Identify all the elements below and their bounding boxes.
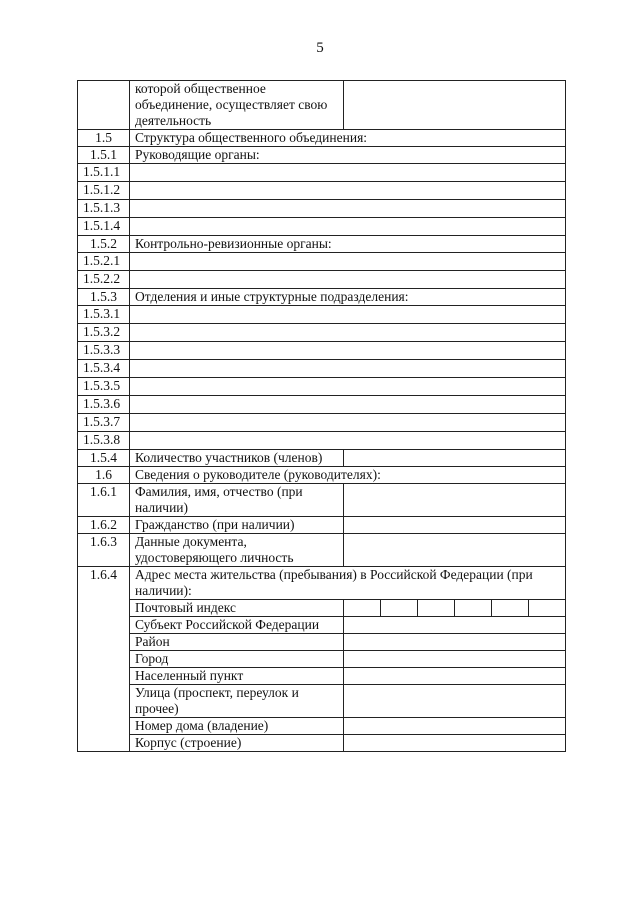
value-activity-territory[interactable]	[344, 81, 566, 130]
label-leader-info: Сведения о руководителе (руководителях):	[130, 467, 566, 484]
number-1-5-3-2: 1.5.3.2	[78, 324, 130, 342]
row-1-6-4	[78, 567, 566, 600]
number-1-5-3-3: 1.5.3.3	[78, 342, 130, 360]
label-city: Город	[130, 651, 344, 668]
number-1-5-1: 1.5.1	[78, 147, 130, 164]
number-1-5: 1.5	[78, 130, 130, 147]
row-1-5-1-4	[78, 218, 566, 236]
label-district: Район	[130, 634, 344, 651]
row-1-5-3-2	[78, 324, 566, 342]
row-1-5-2	[78, 236, 566, 253]
postal-digit-box[interactable]	[454, 600, 491, 616]
row-postal-index	[78, 600, 566, 617]
row-1-5-3-8	[78, 432, 566, 450]
value-settlement[interactable]	[344, 668, 566, 685]
label-citizenship: Гражданство (при наличии)	[130, 517, 344, 534]
number-1-6-3: 1.6.3	[78, 534, 130, 567]
postal-digit-box[interactable]	[417, 600, 454, 616]
value-identity-document[interactable]	[344, 534, 566, 567]
value-house[interactable]	[344, 718, 566, 735]
row-1-5-3-7	[78, 414, 566, 432]
field-1-5-3-4[interactable]	[130, 360, 566, 378]
label-subject: Субъект Российской Федерации	[130, 617, 344, 634]
value-building[interactable]	[344, 735, 566, 752]
label-activity-territory: которой общественное объединение, осуществляет свою деятельность	[130, 81, 344, 130]
field-1-5-2-1[interactable]	[130, 253, 566, 271]
label-structure: Структура общественного объединения:	[130, 130, 566, 147]
row-1-6	[78, 467, 566, 484]
row-1-5-3-1	[78, 306, 566, 324]
postal-index-digits[interactable]	[344, 600, 566, 617]
row-city	[78, 651, 566, 668]
number-1-5-3: 1.5.3	[78, 289, 130, 306]
label-branches: Отделения и иные структурные подразделения:	[130, 289, 566, 306]
row-1-5-1-1	[78, 164, 566, 182]
field-1-5-3-8[interactable]	[130, 432, 566, 450]
number-1-6-2: 1.6.2	[78, 517, 130, 534]
label-identity-document: Данные документа, удостоверяющего личность	[130, 534, 344, 567]
label-postal-index: Почтовый индекс	[130, 600, 344, 617]
number-1-5-2-1: 1.5.2.1	[78, 253, 130, 271]
row-1-5-4	[78, 450, 566, 467]
postal-digit-box[interactable]	[344, 600, 380, 616]
number-1-6-4: 1.6.4	[78, 567, 130, 752]
row-building	[78, 735, 566, 752]
row-1-5-1	[78, 147, 566, 164]
label-street: Улица (проспект, переулок и прочее)	[130, 685, 344, 718]
label-house: Номер дома (владение)	[130, 718, 344, 735]
number-1-5-3-5: 1.5.3.5	[78, 378, 130, 396]
field-1-5-3-3[interactable]	[130, 342, 566, 360]
number-1-5-3-4: 1.5.3.4	[78, 360, 130, 378]
label-governing-bodies: Руководящие органы:	[130, 147, 566, 164]
registration-form-table	[77, 80, 566, 752]
row-1-5-2-1	[78, 253, 566, 271]
number-1-5-3-7: 1.5.3.7	[78, 414, 130, 432]
field-1-5-3-7[interactable]	[130, 414, 566, 432]
value-full-name[interactable]	[344, 484, 566, 517]
postal-digit-box[interactable]	[380, 600, 417, 616]
field-1-5-1-4[interactable]	[130, 218, 566, 236]
row-1-6-1	[78, 484, 566, 517]
row-1-6-2	[78, 517, 566, 534]
row-settlement	[78, 668, 566, 685]
row-1-5-3-5	[78, 378, 566, 396]
row-1-6-3	[78, 534, 566, 567]
page-number: 5	[316, 40, 324, 56]
value-members-count[interactable]	[344, 450, 566, 467]
row-1-5-1-3	[78, 200, 566, 218]
value-city[interactable]	[344, 651, 566, 668]
row-street	[78, 685, 566, 718]
number-1-5-4: 1.5.4	[78, 450, 130, 467]
number-1-5-3-8: 1.5.3.8	[78, 432, 130, 450]
row-district	[78, 634, 566, 651]
number-1-5-3-1: 1.5.3.1	[78, 306, 130, 324]
field-1-5-3-2[interactable]	[130, 324, 566, 342]
number-1-5-1-4: 1.5.1.4	[78, 218, 130, 236]
row-house	[78, 718, 566, 735]
number-1-6: 1.6	[78, 467, 130, 484]
number-1-5-2: 1.5.2	[78, 236, 130, 253]
number-1-5-1-1: 1.5.1.1	[78, 164, 130, 182]
label-building: Корпус (строение)	[130, 735, 344, 752]
value-subject[interactable]	[344, 617, 566, 634]
field-1-5-3-1[interactable]	[130, 306, 566, 324]
value-street[interactable]	[344, 685, 566, 718]
field-1-5-1-1[interactable]	[130, 164, 566, 182]
label-audit-bodies: Контрольно-ревизионные органы:	[130, 236, 566, 253]
row-subject	[78, 617, 566, 634]
number-1-6-1: 1.6.1	[78, 484, 130, 517]
number-1-5-1-3: 1.5.1.3	[78, 200, 130, 218]
row-1-5-3-6	[78, 396, 566, 414]
postal-digit-box[interactable]	[491, 600, 528, 616]
value-citizenship[interactable]	[344, 517, 566, 534]
row-1-5-3	[78, 289, 566, 306]
label-members-count: Количество участников (членов)	[130, 450, 344, 467]
label-residence-address: Адрес места жительства (пребывания) в Российской Федерации (при наличии):	[130, 567, 566, 600]
field-1-5-3-6[interactable]	[130, 396, 566, 414]
number-1-5-1-2: 1.5.1.2	[78, 182, 130, 200]
number-cell-empty	[78, 81, 130, 130]
row-1-5-1-2	[78, 182, 566, 200]
field-1-5-1-3[interactable]	[130, 200, 566, 218]
field-1-5-1-2[interactable]	[130, 182, 566, 200]
row-1-5-2-2	[78, 271, 566, 289]
number-1-5-3-6: 1.5.3.6	[78, 396, 130, 414]
label-settlement: Населенный пункт	[130, 668, 344, 685]
row-1-5-3-3	[78, 342, 566, 360]
field-1-5-2-2[interactable]	[130, 271, 566, 289]
row-activity-territory	[78, 81, 566, 130]
number-1-5-2-2: 1.5.2.2	[78, 271, 130, 289]
postal-digit-box[interactable]	[528, 600, 565, 616]
row-1-5	[78, 130, 566, 147]
label-full-name: Фамилия, имя, отчество (при наличии)	[130, 484, 344, 517]
row-1-5-3-4	[78, 360, 566, 378]
value-district[interactable]	[344, 634, 566, 651]
field-1-5-3-5[interactable]	[130, 378, 566, 396]
